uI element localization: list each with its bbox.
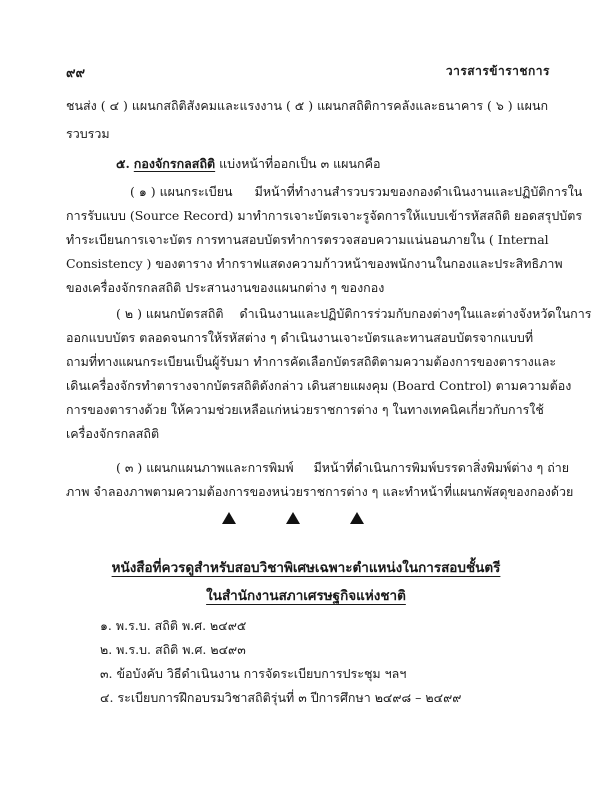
p2-line-4: เดินเครื่องจักรทำตารางจากบัตรสถิติดังกล่าว เดินสายแผงคุม (Board Control) ตามความต้อง [66, 378, 572, 393]
reading-list-item-4: ๔. ระเบียบการฝึกอบรมวิชาสถิติรุ่นที่ ๓ ปีการศึกษา ๒๔๙๘ – ๒๔๙๙ [100, 690, 462, 705]
p2-first-line [116, 306, 591, 322]
triangle-ornament-2 [286, 512, 300, 524]
body-line-1: ชนส่ง ( ๔ ) แผนกสถิติสังคมและแรงงาน ( ๕ ) แผนกสถิติการคลังและธนาคาร ( ๖ ) แผนก [66, 98, 549, 113]
body-line-2: รวบรวม [66, 126, 110, 141]
page-number: ๙๙ [66, 66, 86, 81]
p2-line-3: ถามที่ทางแผนกระเบียนเป็นผู้รับมา ทำการคัดเลือกบัตรสถิติตามความต้องการของตารางและ [66, 354, 557, 369]
reading-list-item-1: ๑. พ.ร.บ. สถิติ พ.ศ. ๒๔๙๕ [100, 618, 247, 633]
p1-first-line [130, 184, 582, 200]
p3-text-1: มีหน้าที่ดำเนินการพิมพ์บรรดาสิ่งพิมพ์ต่าง ๆ ถ่าย [313, 460, 570, 475]
p2-line-5: การของตารางด้วย ให้ความช่วยเหลือแก่หน่วยราชการต่าง ๆ ในทางเทคนิคเกี่ยวกับการใช้ [66, 402, 544, 417]
reading-list-item-3: ๓. ข้อบังคับ วิธีดำเนินงาน การจัดระเบียบการประชุม ฯลฯ [100, 666, 407, 681]
reading-list-heading-line-1: หนังสือที่ควรดูสำหรับสอบวิชาพิเศษเฉพาะตำแหน่งในการสอบชั้นตรี [111, 560, 501, 576]
triangle-ornament-1 [222, 512, 236, 524]
reading-list-heading-line-2: ในสำนักงานสภาเศรษฐกิจแห่งชาติ [206, 588, 406, 604]
p1-line-3: ทำระเบียนการเจาะบัตร การทานสอบบัตรทำการตรวจสอบความแน่นอนภายใน ( Internal [66, 232, 549, 247]
p3-lead: ( ๓ ) แผนกแผนภาพและการพิมพ์ [116, 460, 294, 475]
p2-text-1: ดำเนินงานและปฏิบัติการร่วมกับกองต่างๆในและต่างจังหวัดในการ [239, 306, 592, 321]
p1-lead: ( ๑ ) แผนกระเบียน [130, 184, 233, 199]
p2-line-2: ออกแบบบัตร ตลอดจนการให้รหัสต่าง ๆ ดำเนินงานเจาะบัตรและทานสอบบัตรจากแบบที่ [66, 330, 534, 345]
p2-line-6: เครื่องจักรกลสถิติ [66, 426, 160, 441]
p1-line-2: การรับแบบ (Source Record) มาทำการเจาะบัตรเจาะรูจัดการให้แบบเข้ารหัสสถิติ ยอดสรุปบัตร [66, 208, 583, 223]
p3-first-line [116, 460, 569, 476]
p1-line-4: Consistency ) ของตาราง ทำกราฟแสดงความก้าวหน้าของพนักงานในกองและประสิทธิภาพ [66, 256, 563, 271]
p2-lead: ( ๒ ) แผนกบัตรสถิติ [116, 306, 224, 321]
section-5-rest: แบ่งหน้าที่ออกเป็น ๓ แผนกคือ [219, 156, 381, 171]
section-5-title: กองจักรกลสถิติ [133, 156, 216, 171]
p1-text-1: มีหน้าที่ทำงานสำรวบรวมของกองดำเนินงานและปฏิบัติการใน [254, 184, 583, 199]
triangle-ornament-3 [350, 512, 364, 524]
section-5-number: ๕. [116, 156, 130, 171]
journal-title: วารสารข้าราชการ [445, 64, 550, 78]
section-5-heading [116, 156, 380, 172]
p3-line-2: ภาพ จำลองภาพตามความต้องการของหน่วยราชการต่าง ๆ และทำหน้าที่แผนกพัสดุของกองด้วย [66, 484, 574, 499]
p1-line-5: ของเครื่องจักรกลสถิติ ประสานงานของแผนกต่าง ๆ ของกอง [66, 280, 385, 295]
reading-list-item-2: ๒. พ.ร.บ. สถิติ พ.ศ. ๒๔๙๓ [100, 642, 246, 657]
